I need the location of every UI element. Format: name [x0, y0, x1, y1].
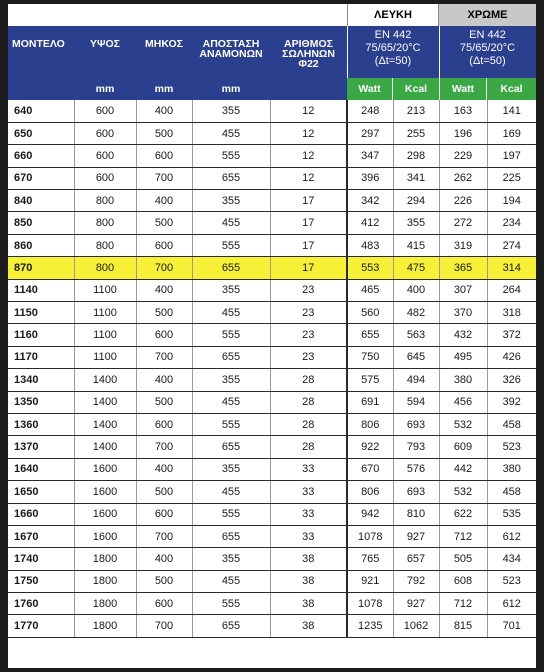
cell-white-watt: 412 [347, 212, 393, 234]
cell-white-watt: 655 [347, 324, 393, 346]
cell-white-watt: 942 [347, 503, 393, 525]
cell-model: 1750 [8, 570, 74, 592]
unit-spacing: mm [192, 78, 270, 100]
cell-chrome-watt: 229 [439, 145, 487, 167]
table-row [8, 190, 536, 212]
cell-chrome-watt: 495 [439, 346, 487, 368]
unit-height: mm [74, 78, 136, 100]
cell-white-watt: 297 [347, 122, 393, 144]
cell-white-watt: 921 [347, 570, 393, 592]
cell-spacing: 455 [192, 570, 270, 592]
cell-spacing: 455 [192, 122, 270, 144]
cell-white-watt: 670 [347, 458, 393, 480]
cell-spacing: 655 [192, 346, 270, 368]
cell-white-kcal: 255 [393, 122, 439, 144]
cell-length: 600 [136, 593, 192, 615]
cell-model: 1640 [8, 458, 74, 480]
cell-height: 1400 [74, 391, 136, 413]
cell-chrome-watt: 272 [439, 212, 487, 234]
radiator-spec-sheet [8, 4, 536, 668]
cell-height: 800 [74, 212, 136, 234]
cell-chrome-watt: 712 [439, 525, 487, 547]
table-row [8, 436, 536, 458]
cell-tubes: 33 [270, 481, 347, 503]
cell-chrome-watt: 456 [439, 391, 487, 413]
cell-height: 1100 [74, 279, 136, 301]
cell-chrome-watt: 442 [439, 458, 487, 480]
cell-chrome-watt: 380 [439, 369, 487, 391]
cell-spacing: 555 [192, 413, 270, 435]
cell-model: 640 [8, 100, 74, 122]
cell-spacing: 655 [192, 257, 270, 279]
cell-chrome-watt: 815 [439, 615, 487, 637]
cell-model: 1740 [8, 548, 74, 570]
cell-height: 1100 [74, 346, 136, 368]
cell-chrome-watt: 365 [439, 257, 487, 279]
cell-white-kcal: 1062 [393, 615, 439, 637]
cell-chrome-kcal: 318 [487, 302, 536, 324]
cell-length: 400 [136, 548, 192, 570]
cell-tubes: 12 [270, 145, 347, 167]
unit-tubes-blank [270, 78, 347, 100]
cell-white-kcal: 475 [393, 257, 439, 279]
cell-height: 800 [74, 234, 136, 256]
cell-length: 500 [136, 570, 192, 592]
cell-white-watt: 465 [347, 279, 393, 301]
header-spacing: ΑΠΟΣΤΑΣΗ ΑΝΑΜΟΝΩΝ [199, 38, 263, 60]
cell-length: 400 [136, 458, 192, 480]
cell-chrome-kcal: 392 [487, 391, 536, 413]
cell-model: 870 [8, 257, 74, 279]
cell-chrome-watt: 226 [439, 190, 487, 212]
table-row [8, 302, 536, 324]
table-row [8, 391, 536, 413]
cell-length: 600 [136, 503, 192, 525]
cell-spacing: 555 [192, 234, 270, 256]
cell-white-watt: 1235 [347, 615, 393, 637]
cell-tubes: 12 [270, 100, 347, 122]
cell-spacing: 655 [192, 436, 270, 458]
cell-length: 600 [136, 324, 192, 346]
cell-white-kcal: 927 [393, 593, 439, 615]
cell-length: 600 [136, 145, 192, 167]
cell-chrome-kcal: 612 [487, 525, 536, 547]
cell-spacing: 555 [192, 593, 270, 615]
table-row [8, 369, 536, 391]
cell-chrome-watt: 370 [439, 302, 487, 324]
cell-model: 1350 [8, 391, 74, 413]
cell-model: 1170 [8, 346, 74, 368]
cell-height: 1600 [74, 503, 136, 525]
header-length: ΜΗΚΟΣ [145, 38, 183, 50]
cell-tubes: 17 [270, 257, 347, 279]
cell-tubes: 38 [270, 548, 347, 570]
cell-chrome-watt: 163 [439, 100, 487, 122]
cell-white-watt: 750 [347, 346, 393, 368]
cell-model: 1140 [8, 279, 74, 301]
unit-length: mm [136, 78, 192, 100]
cell-height: 1100 [74, 324, 136, 346]
unit-chrome-watt: Watt [439, 78, 487, 100]
table-row [8, 525, 536, 547]
table-row [8, 548, 536, 570]
cell-white-kcal: 693 [393, 413, 439, 435]
unit-model-blank [8, 78, 74, 100]
table-row [8, 257, 536, 279]
cell-tubes: 28 [270, 436, 347, 458]
cell-chrome-kcal: 326 [487, 369, 536, 391]
cell-length: 700 [136, 257, 192, 279]
cell-height: 600 [74, 122, 136, 144]
cell-spacing: 355 [192, 458, 270, 480]
cell-spacing: 655 [192, 167, 270, 189]
header-standard-white: EN 442 75/65/20°C (Δt=50) [365, 29, 421, 67]
cell-chrome-kcal: 274 [487, 234, 536, 256]
cell-height: 1800 [74, 570, 136, 592]
cell-model: 1660 [8, 503, 74, 525]
cell-chrome-kcal: 234 [487, 212, 536, 234]
cell-length: 400 [136, 369, 192, 391]
cell-tubes: 17 [270, 234, 347, 256]
cell-white-kcal: 693 [393, 481, 439, 503]
cell-height: 1600 [74, 458, 136, 480]
cell-length: 700 [136, 436, 192, 458]
cell-spacing: 555 [192, 324, 270, 346]
cell-chrome-kcal: 264 [487, 279, 536, 301]
header-standard-chrome: EN 442 75/65/20°C (Δt=50) [459, 29, 516, 67]
cell-chrome-kcal: 197 [487, 145, 536, 167]
header-height: ΥΨΟΣ [90, 38, 120, 50]
cell-chrome-watt: 622 [439, 503, 487, 525]
cell-model: 1650 [8, 481, 74, 503]
cell-length: 700 [136, 167, 192, 189]
cell-length: 500 [136, 302, 192, 324]
cell-chrome-watt: 196 [439, 122, 487, 144]
table-row [8, 122, 536, 144]
table-row [8, 279, 536, 301]
cell-height: 1400 [74, 436, 136, 458]
table-row [8, 234, 536, 256]
cell-white-kcal: 576 [393, 458, 439, 480]
cell-tubes: 28 [270, 391, 347, 413]
cell-white-kcal: 213 [393, 100, 439, 122]
cell-spacing: 455 [192, 481, 270, 503]
table-row [8, 145, 536, 167]
cell-white-kcal: 341 [393, 167, 439, 189]
cell-white-watt: 806 [347, 481, 393, 503]
cell-tubes: 12 [270, 122, 347, 144]
cell-white-kcal: 563 [393, 324, 439, 346]
cell-length: 400 [136, 279, 192, 301]
cell-tubes: 23 [270, 302, 347, 324]
cell-white-watt: 342 [347, 190, 393, 212]
cell-chrome-kcal: 194 [487, 190, 536, 212]
cell-model: 1760 [8, 593, 74, 615]
cell-chrome-kcal: 701 [487, 615, 536, 637]
cell-length: 500 [136, 122, 192, 144]
cell-model: 1360 [8, 413, 74, 435]
cell-length: 600 [136, 234, 192, 256]
cell-white-watt: 765 [347, 548, 393, 570]
cell-chrome-watt: 319 [439, 234, 487, 256]
cell-white-kcal: 355 [393, 212, 439, 234]
cell-model: 1160 [8, 324, 74, 346]
cell-chrome-kcal: 523 [487, 570, 536, 592]
cell-white-watt: 575 [347, 369, 393, 391]
cell-white-kcal: 298 [393, 145, 439, 167]
cell-model: 670 [8, 167, 74, 189]
cell-spacing: 455 [192, 391, 270, 413]
table-row [8, 570, 536, 592]
cell-chrome-kcal: 523 [487, 436, 536, 458]
cell-white-kcal: 810 [393, 503, 439, 525]
cell-length: 400 [136, 100, 192, 122]
cell-length: 500 [136, 481, 192, 503]
cell-height: 600 [74, 100, 136, 122]
cell-tubes: 23 [270, 279, 347, 301]
cell-white-watt: 1078 [347, 593, 393, 615]
cell-chrome-watt: 532 [439, 481, 487, 503]
cell-tubes: 23 [270, 324, 347, 346]
cell-height: 1800 [74, 593, 136, 615]
cell-white-watt: 248 [347, 100, 393, 122]
cell-model: 840 [8, 190, 74, 212]
cell-tubes: 17 [270, 190, 347, 212]
cell-model: 660 [8, 145, 74, 167]
cell-white-kcal: 400 [393, 279, 439, 301]
cell-height: 800 [74, 257, 136, 279]
cell-height: 1800 [74, 615, 136, 637]
cell-white-kcal: 594 [393, 391, 439, 413]
spec-table [8, 100, 536, 638]
cell-chrome-kcal: 141 [487, 100, 536, 122]
cell-chrome-kcal: 535 [487, 503, 536, 525]
cell-white-watt: 1078 [347, 525, 393, 547]
cell-chrome-kcal: 169 [487, 122, 536, 144]
table-row [8, 413, 536, 435]
cell-model: 650 [8, 122, 74, 144]
cell-chrome-kcal: 380 [487, 458, 536, 480]
cell-length: 400 [136, 190, 192, 212]
cell-chrome-kcal: 314 [487, 257, 536, 279]
cell-model: 1150 [8, 302, 74, 324]
cell-tubes: 38 [270, 570, 347, 592]
cell-chrome-watt: 609 [439, 436, 487, 458]
cell-tubes: 28 [270, 369, 347, 391]
cell-height: 600 [74, 167, 136, 189]
cell-chrome-watt: 608 [439, 570, 487, 592]
cell-spacing: 455 [192, 302, 270, 324]
cell-chrome-watt: 505 [439, 548, 487, 570]
table-row [8, 100, 536, 122]
cell-spacing: 455 [192, 212, 270, 234]
cell-spacing: 355 [192, 279, 270, 301]
cell-white-watt: 691 [347, 391, 393, 413]
cell-spacing: 655 [192, 525, 270, 547]
cell-chrome-kcal: 372 [487, 324, 536, 346]
cell-white-watt: 396 [347, 167, 393, 189]
cell-white-kcal: 494 [393, 369, 439, 391]
cell-white-watt: 560 [347, 302, 393, 324]
table-row [8, 324, 536, 346]
cell-height: 1600 [74, 525, 136, 547]
table-row [8, 458, 536, 480]
unit-chrome-kcal: Kcal [487, 78, 536, 100]
cell-white-kcal: 793 [393, 436, 439, 458]
cell-length: 600 [136, 413, 192, 435]
cell-chrome-kcal: 458 [487, 413, 536, 435]
cell-length: 700 [136, 525, 192, 547]
cell-chrome-watt: 307 [439, 279, 487, 301]
cell-spacing: 355 [192, 190, 270, 212]
table-row [8, 615, 536, 637]
cell-tubes: 33 [270, 458, 347, 480]
cell-model: 1370 [8, 436, 74, 458]
cell-white-kcal: 645 [393, 346, 439, 368]
chrome-finish-header: ΧΡΩΜΕ [439, 4, 536, 26]
white-finish-header: ΛΕΥΚΗ [347, 4, 439, 26]
cell-tubes: 17 [270, 212, 347, 234]
cell-model: 850 [8, 212, 74, 234]
cell-chrome-kcal: 426 [487, 346, 536, 368]
table-row [8, 481, 536, 503]
cell-chrome-watt: 712 [439, 593, 487, 615]
cell-chrome-kcal: 458 [487, 481, 536, 503]
header-divider [347, 26, 348, 78]
cell-spacing: 555 [192, 503, 270, 525]
cell-tubes: 33 [270, 525, 347, 547]
cell-white-kcal: 415 [393, 234, 439, 256]
cell-spacing: 555 [192, 145, 270, 167]
cell-height: 1400 [74, 413, 136, 435]
cell-tubes: 38 [270, 615, 347, 637]
cell-length: 500 [136, 212, 192, 234]
cell-model: 1340 [8, 369, 74, 391]
table-row [8, 593, 536, 615]
cell-height: 600 [74, 145, 136, 167]
cell-length: 500 [136, 391, 192, 413]
cell-tubes: 12 [270, 167, 347, 189]
cell-chrome-kcal: 225 [487, 167, 536, 189]
cell-tubes: 28 [270, 413, 347, 435]
cell-tubes: 38 [270, 593, 347, 615]
cell-height: 1100 [74, 302, 136, 324]
cell-spacing: 655 [192, 615, 270, 637]
cell-white-kcal: 482 [393, 302, 439, 324]
cell-height: 800 [74, 190, 136, 212]
cell-white-watt: 483 [347, 234, 393, 256]
cell-height: 1600 [74, 481, 136, 503]
cell-chrome-watt: 532 [439, 413, 487, 435]
cell-white-watt: 806 [347, 413, 393, 435]
cell-white-kcal: 927 [393, 525, 439, 547]
header-divider [439, 26, 440, 78]
cell-model: 1770 [8, 615, 74, 637]
cell-chrome-kcal: 434 [487, 548, 536, 570]
table-row [8, 346, 536, 368]
cell-spacing: 355 [192, 369, 270, 391]
unit-white-kcal: Kcal [393, 78, 439, 100]
cell-white-watt: 553 [347, 257, 393, 279]
cell-white-watt: 922 [347, 436, 393, 458]
cell-tubes: 23 [270, 346, 347, 368]
cell-height: 1400 [74, 369, 136, 391]
cell-length: 700 [136, 615, 192, 637]
cell-height: 1800 [74, 548, 136, 570]
header-model: ΜΟΝΤΕΛΟ [12, 38, 65, 50]
cell-chrome-kcal: 612 [487, 593, 536, 615]
cell-model: 1670 [8, 525, 74, 547]
unit-white-watt: Watt [347, 78, 393, 100]
header-tubes: ΑΡΙΘΜΟΣ ΣΩΛΗΝΩΝ Φ22 [282, 38, 335, 70]
table-row [8, 503, 536, 525]
cell-white-watt: 347 [347, 145, 393, 167]
cell-white-kcal: 792 [393, 570, 439, 592]
cell-chrome-watt: 432 [439, 324, 487, 346]
cell-chrome-watt: 262 [439, 167, 487, 189]
table-row [8, 212, 536, 234]
cell-model: 860 [8, 234, 74, 256]
cell-spacing: 355 [192, 548, 270, 570]
cell-length: 700 [136, 346, 192, 368]
cell-white-kcal: 294 [393, 190, 439, 212]
cell-spacing: 355 [192, 100, 270, 122]
table-row [8, 167, 536, 189]
cell-tubes: 33 [270, 503, 347, 525]
cell-white-kcal: 657 [393, 548, 439, 570]
